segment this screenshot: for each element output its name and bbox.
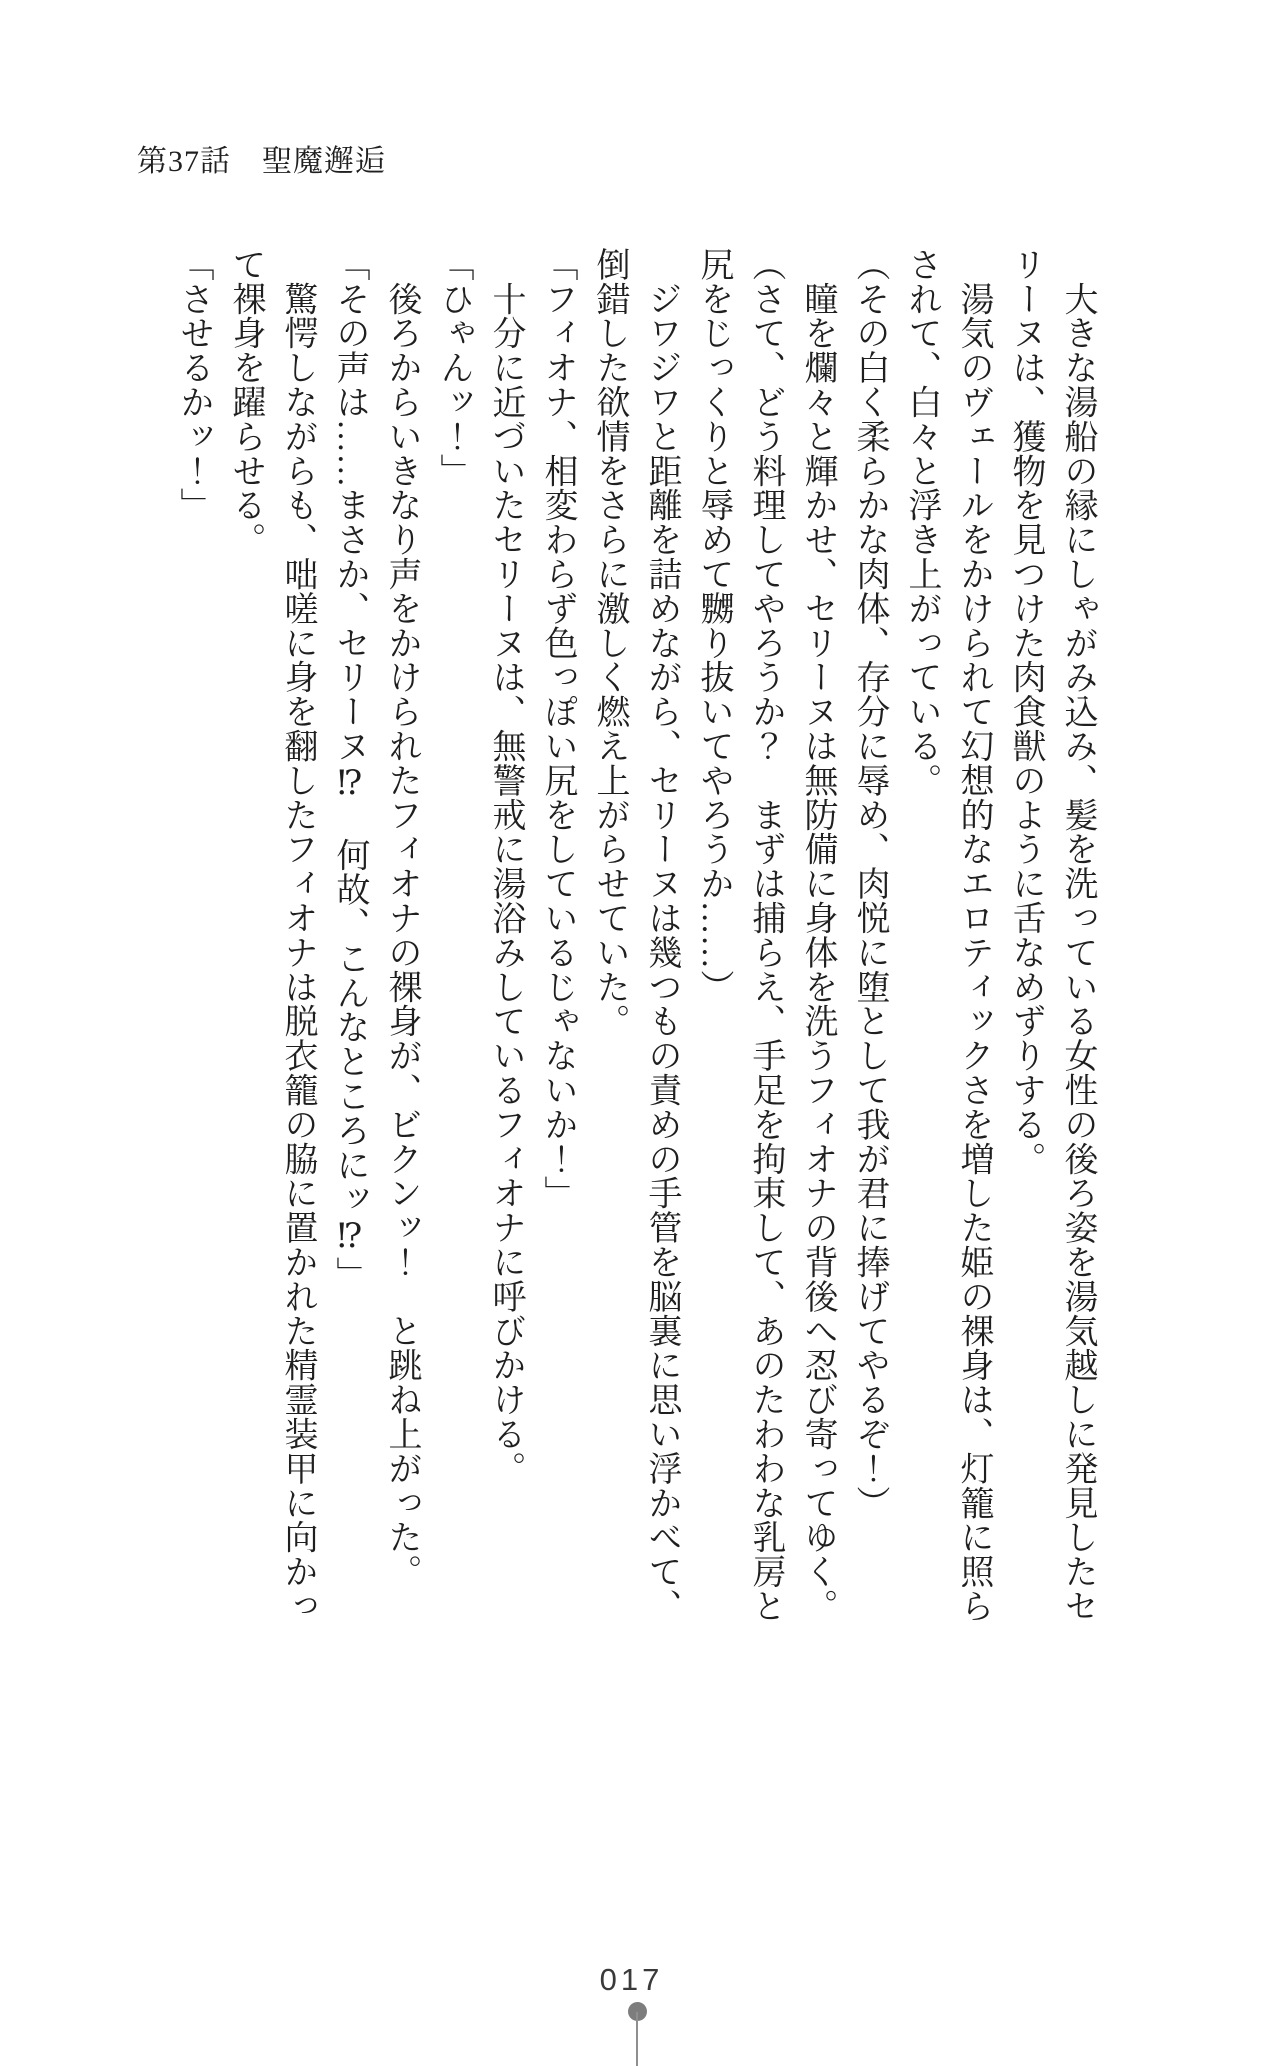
text-column: （さて、どう料理してやろうか？ まずは捕らえ、手足を拘束して、あのたわわな乳房と bbox=[747, 247, 784, 1623]
footer-line-marker bbox=[636, 2012, 638, 2066]
text-column: て裸身を躍らせる。 bbox=[227, 247, 264, 557]
text-column: 大きな湯船の縁にしゃがみ込み、髪を洗っている女性の後ろ姿を湯気越しに発見したセ bbox=[1059, 247, 1096, 1623]
text-column: 「させるかッ！」 bbox=[175, 247, 212, 523]
main-text-block bbox=[167, 247, 1103, 1639]
text-column: 驚愕しながらも、咄嗟に身を翻したフィオナは脱衣籠の脇に置かれた精霊装甲に向かっ bbox=[279, 247, 316, 1623]
text-column: 瞳を爛々と輝かせ、セリーヌは無防備に身体を洗うフィオナの背後へ忍び寄ってゆく。 bbox=[799, 247, 836, 1623]
text-column: リーヌは、獲物を見つけた肉食獣のように舌なめずりする。 bbox=[1007, 247, 1044, 1176]
text-column: （その白く柔らかな肉体、存分に辱め、肉悦に堕として我が君に捧げてやるぞ！） bbox=[851, 247, 888, 1520]
text-column: 「フィオナ、相変わらず色っぽい尻をしているじゃないか！」 bbox=[539, 247, 576, 1211]
text-column: ジワジワと距離を詰めながら、セリーヌは幾つもの責めの手管を脳裏に思い浮かべて、 bbox=[643, 247, 680, 1623]
text-column: 「その声は……まさか、セリーヌ⁉ 何故、こんなところにッ⁉」 bbox=[331, 247, 368, 1291]
chapter-title: 第37話 聖魔邂逅 bbox=[137, 145, 386, 178]
text-column: されて、白々と浮き上がっている。 bbox=[903, 247, 940, 798]
page-number: 017 bbox=[599, 1962, 664, 1997]
text-column: 倒錯した欲情をさらに激しく燃え上がらせていた。 bbox=[591, 247, 628, 1039]
text-column: 尻をじっくりと辱めて嬲り抜いてやろうか……） bbox=[695, 247, 732, 1004]
text-column: 十分に近づいたセリーヌは、無警戒に湯浴みしているフィオナに呼びかける。 bbox=[487, 247, 524, 1486]
text-column: 後ろからいきなり声をかけられたフィオナの裸身が、ビクンッ！ と跳ね上がった。 bbox=[383, 247, 420, 1589]
text-column: 湯気のヴェールをかけられて幻想的なエロティックさを増した姫の裸身は、灯籠に照ら bbox=[955, 247, 992, 1624]
text-column: 「ひゃんッ！」 bbox=[435, 247, 472, 488]
